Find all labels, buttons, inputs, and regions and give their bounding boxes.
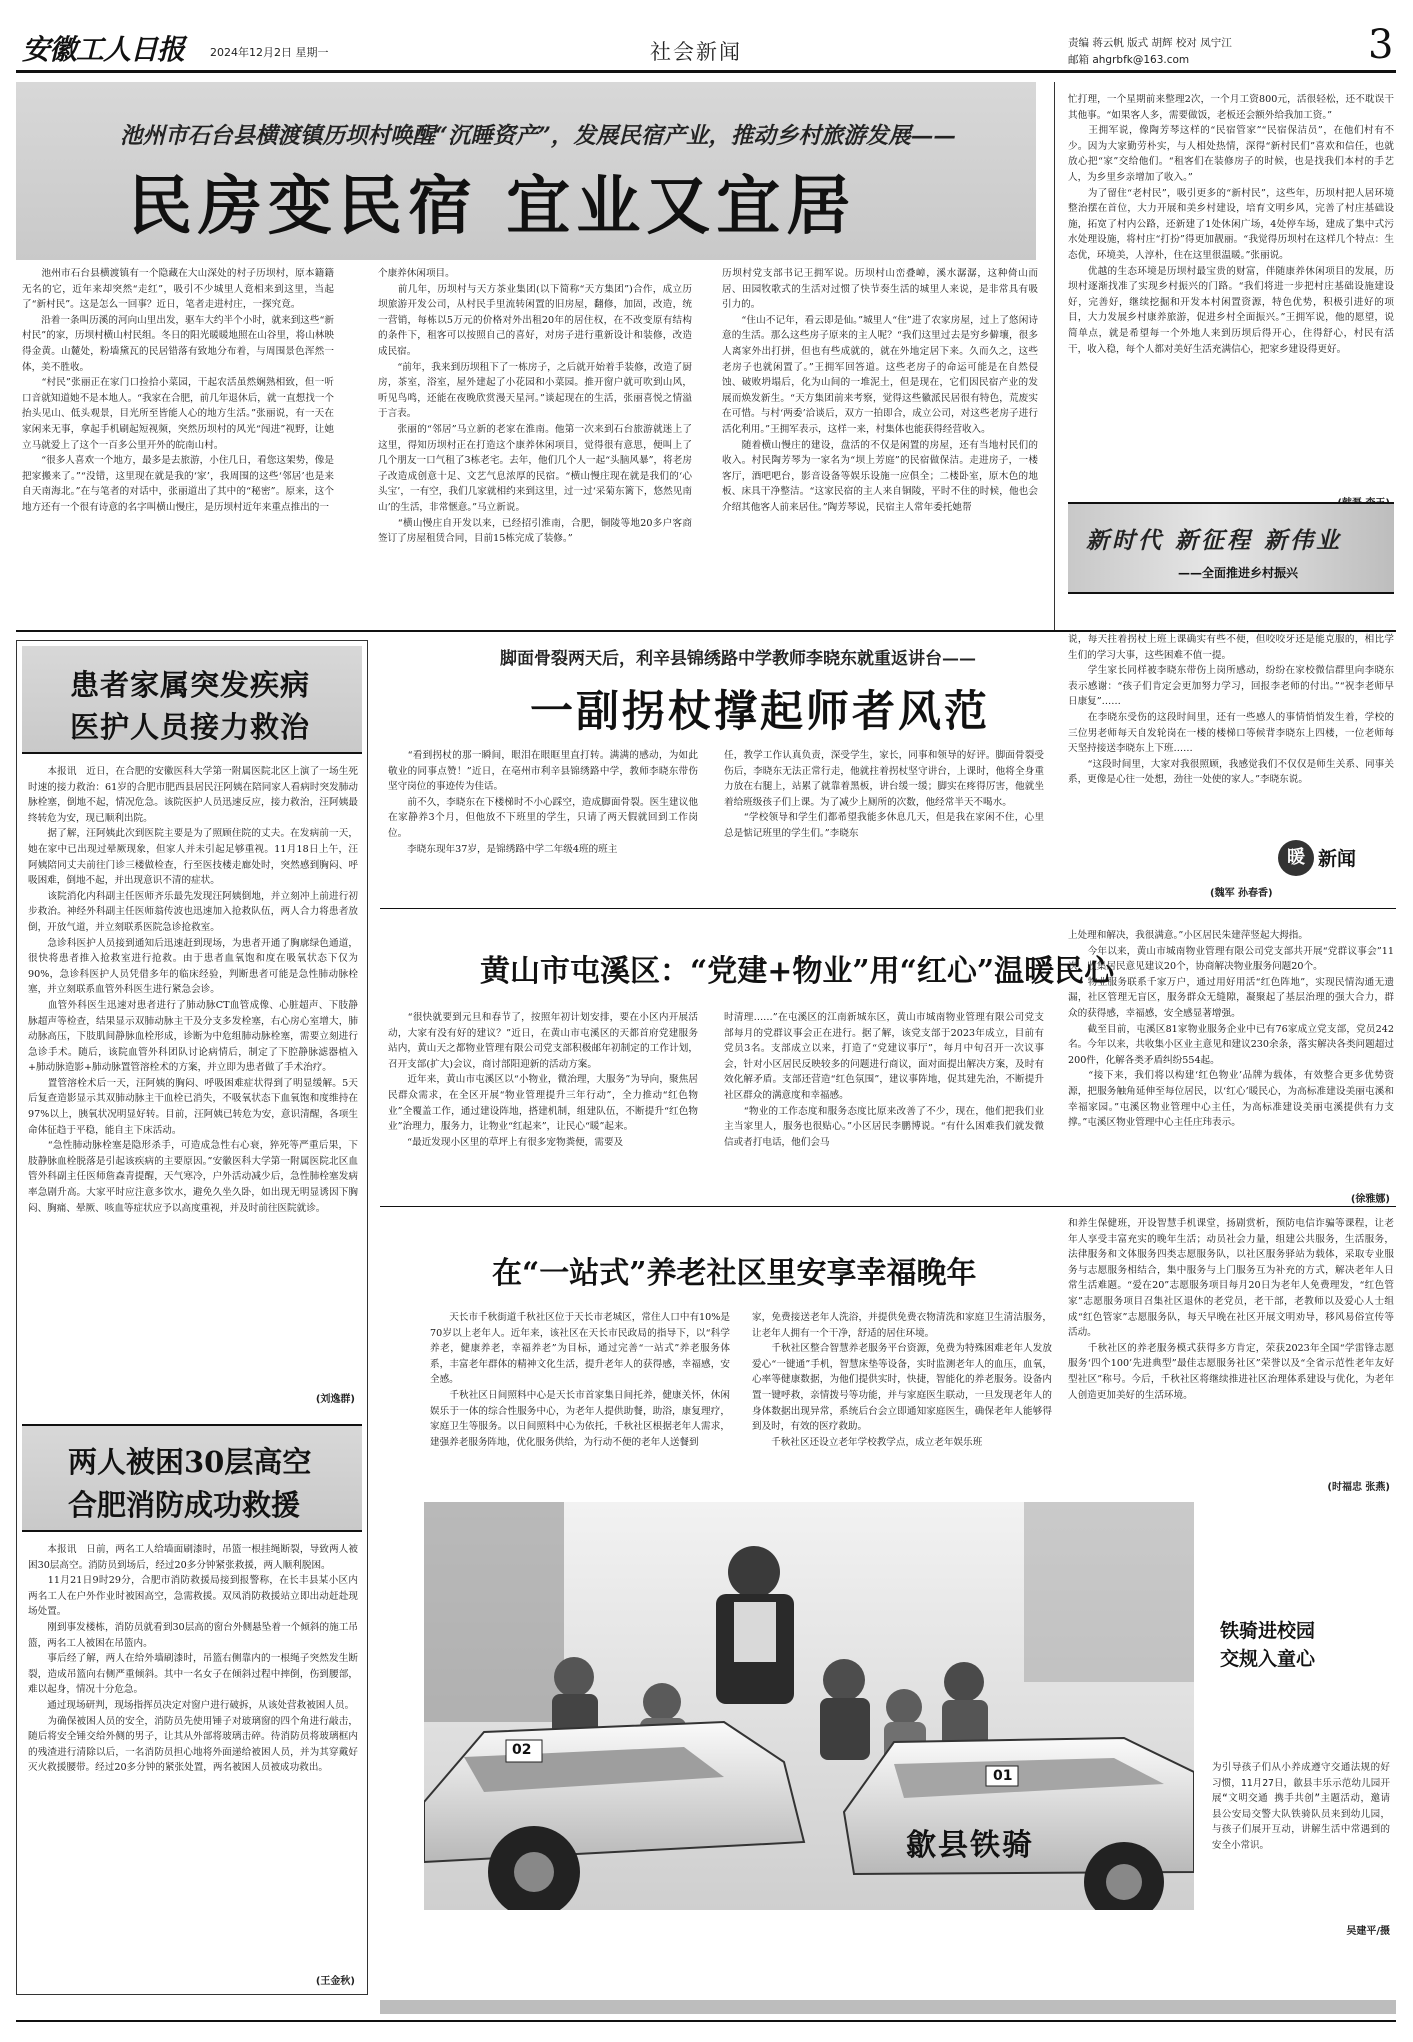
- story2-body: 本报讯 近日，在合肥的安徽医科大学第一附属医院北区上演了一场生死时速的接力救治：61岁的合肥市肥西县居民汪阿姨在陪同家人看病时突发肺动脉栓塞，倒地不起，情况危急。该院医护人员迅速反应，接力救治，汪阿姨最终转危为安，现已顺利出院。 据了解，汪阿姨此次到医院主要是为了照顾住院的丈夫。在发病前一天，她在家中已出现过晕厥现象，但家人并未引起足够重视。11月18日上午，汪阿姨陪同丈夫前往门诊三楼做检查，行至医技楼走廊处时，突然感到胸闷、呼吸困难，倒地不起，并出现意识不清的症状。 该院消化内科副主任医师齐乐最先发现汪阿姨倒地，并立刻冲上前进行初步救治。神经外科副主任医师翁传波也迅速加入抢救队伍，两人合力将患者放倒，开放气道，并立刻联系医院急诊抢救室。 急诊科医护人员接到通知后迅速赶到现场，为患者开通了胸廓绿色通道，很快将患者推入抢救室进行抢救。由于患者血氧饱和度在吸氧状态下仅为90%，急诊科医护人员凭借多年的临床经验，判断患者可能是急性肺动脉栓塞，并立刻联系血管外科医生进行紧急会诊。 血管外科医生迅速对患者进行了肺动脉CT血管成像、心脏超声、下肢静脉超声等检查，结果显示双肺动脉主干及分支多发栓塞，右心房心室增大，肺动脉高压，下肢肌间静脉血栓形成，诊断为中危组肺动脉栓塞，需要立刻进行急诊手术。随后，该院血管外科团队讨论病情后，制定了下腔静脉滤器植入+肺动脉造影+肺动脉置管溶栓术的方案，并立即为患者做了手术治疗。 置管溶栓术后一天，汪阿姨的胸闷、呼吸困难症状得到了明显缓解。5天后复查造影显示其双肺动脉主干血栓已消失，不吸氧状态下血氧饱和度维持在97%以上，胰氧状况明显好转。目前，汪阿姨已转危为安，意识清醒，各项生命体征趋于平稳，能自主下床活动。 “急性肺动脉栓塞是隐形杀手，可造成急性右心衰，猝死等严重后果，下肢静脉血栓脱落是引起该疾病的主要原因。”安徽医科大学第一附属医院北区血管外科副主任医师詹森青提醒，天气寒冷，户外活动减少后，急性肺栓塞发病率急剧升高。大家平时应注意多饮水，避免久坐久卧，如出现无明显诱因下胸闷、胸痛、晕厥、咳血等症状应予以高度重视，并及时前往医院就诊。: [28, 766, 358, 1214]
- story1-kicker: 池州市石台县横渡镇历坝村唤醒“沉睡资产”，发展民宿产业，推动乡村旅游发展——: [120, 123, 956, 149]
- bike-decal-text: 歙县铁骑: [906, 1828, 1034, 1863]
- story6-col1: 天长市千秋街道千秋社区位于天长市老城区，常住人口中有10%是70岁以上老年人。近年来，该社区在天长市民政局的指导下，以“科学养老，健康养老，幸福养老”为目标，通过完善“一站式”养老服务体系，丰富老年群体的精神文化生活，提升老年人的获得感，幸福感，安全感。 千秋社区日间照料中心是天长市首家集日间托养，健康关怀，休闲娱乐于一体的综合性服务中心，为老年人提供助餐，助浴，康复理疗，家庭卫生等服务。以日间照料中心为依托，千秋社区根据老年人需求，建强养老服务阵地，优化服务供给，为行动不便的老年人送餐到: [430, 1312, 730, 1448]
- editor-email: 邮箱 ahgrbfk@163.com: [1068, 54, 1190, 66]
- story3-title-line2: 合肥消防成功救援: [68, 1488, 301, 1522]
- photo-title-line2: 交规入童心: [1220, 1648, 1316, 1670]
- story1-col1: 池州市石台县横渡镇有一个隐藏在大山深处的村子历坝村，原本籍籍无名的它，近年来却突然“走红”，吸引不少城里人竟相来到这里，当起了“新村民”。这是怎么一回事？近日，笔者走进村庄，一探究竟。 沿着一条叫历溪的河向山里出发，驱车大约半个小时，就来到这些“新村民”的家，历坝村横山村民组。冬日的阳光暖暖地照在山谷里，将山林映得金黄。山麓处，粉墙黛瓦的民居错落有致地分布着，与周围景色浑然一体，美不胜收。 “村民”张丽正在家门口捡拾小菜园，干起农活虽然娴熟相致，但一听口音就知道她不是本地人。“我家在合肥，前几年退休后，就一直想找一个抬头见山、低头观景，目光所至皆能人心的地方生活。”张丽说，有一天在家闲来无事，拿起手机刷起短视频，突然历坝村的风光“闯进”视野，让她立马就爱上了这个一百多公里开外的皖南山村。 “很多人喜欢一个地方，最多是去旅游，小住几日，看您这架势，像是把家搬来了。”“没错，这里现在就是我的‘家’，我周围的这些‘邻居’也是来自天南海北。”在与笔者的对话中，张丽道出了其中的“秘密”。原来，这个地方还有一个很有诗意的名字叫横山慢庄，是历坝村近年来重点推出的一: [22, 268, 334, 513]
- story4-bottom-rule: [380, 908, 1396, 909]
- story5-bottom-rule: [380, 1206, 1396, 1207]
- story5-byline: (徐雅娜): [1350, 1194, 1390, 1205]
- story1-col3: 历坝村党支部书记王拥军说。历坝村山峦叠嶂，溪水潺潺，这种倚山而居、田园牧歌式的生活对过惯了快节奏生活的城里人来说，是非常具有吸引力的。 “住山不记年，看云即是仙。”城里人“住”进了农家房屋，过上了悠闲诗意的生活。那么这些房子原来的主人呢？“我们这里过去是穷乡僻壤，很多人离家外出打拼，但也有些成就的，就在外地定居下来。久而久之，这些老房子也就闲置了。”王拥军回答道。这些老房子的命运可能是在自然侵蚀、破败坍塌后，化为山间的一堆泥土，但是现在，它们因民宿产业的发展而焕发新生。“天方集团前来考察，觉得这些徽派民居很有特色，荒废实在可惜。与村‘两委’洽谈后，双方一拍即合，成立公司，对这些老房子进行活化利用。”王拥军表示，这样一来，村集体也能获得经营收入。 随着横山慢庄的建设，盘活的不仅是闲置的房屋，还有当地村民们的收入。村民陶芳琴为一家名为“坝上芳庭”的民宿做保洁。走进房子，一楼客厅，酒吧吧台，影音设备等娱乐设施一应俱全；二楼卧室，原木色的地板、床具干净整洁。“这家民宿的主人来自铜陵，平时不住的时候，他也会介绍其他客人前来居住。”陶芳琴说，民宿主人常年委托她帮: [722, 268, 1038, 513]
- story4-title: 一副拐杖撑起师者风范: [530, 687, 990, 737]
- issue-date: 2024年12月2日 星期一: [210, 46, 329, 59]
- section-name: 社会新闻: [650, 40, 742, 64]
- editors-line: 责编 蒋云帆 版式 胡辉 校对 凤宁江: [1068, 37, 1232, 49]
- photo-title-line1: 铁骑进校园: [1220, 1620, 1316, 1642]
- bike-plate-02: 02: [512, 1742, 532, 1758]
- story3-body: 本报讯 日前，两名工人给墙面刷漆时，吊篮一根挂绳断裂，导致两人被困30层高空。消防员到场后，经过20多分钟紧张救援，两人顺利脱困。 11月21日9时29分，合肥市消防救援局接到报警称，在长丰县某小区内两名工人在户外作业时被困高空，急需救援。双凤消防救援站立即出动赶赴现场处置。 刚到事发楼栋，消防员就看到30层高的窗台外侧悬坠着一个倾斜的施工吊篮，两名工人被困在吊篮内。 事后经了解，两人在给外墙刷漆时，吊篮右侧靠内的一根绳子突然发生断裂，造成吊篮向右侧严重倾斜。其中一名女子在倾斜过程中摔倒，伤到腰部，难以起身，情况十分危急。 通过现场研判，现场指挥员决定对窗户进行破拆，从该处营救被困人员。 为确保被困人员的安全，消防员先使用锤子对玻璃窗的四个角进行敲击，随后将安全锤交给外侧的男子，让其从外部将玻璃击碎。待消防员将玻璃框内的残渣进行清除以后，一名消防员担心地将外面递给被困人员，并为其穿戴好灭火救援腰带。经过20多分钟的紧张处置，两名被困人员被成功救出。: [28, 1544, 358, 1774]
- story4-kicker: 脚面骨裂两天后，利辛县锦绣路中学教师李晓东就重返讲台——: [500, 649, 976, 669]
- bottom-strip: [380, 2000, 1396, 2014]
- story2-title-line1: 患者家属突发疾病: [70, 668, 311, 702]
- masthead: [0, 0, 1413, 72]
- story4-byline: (魏军 孙春香): [1210, 888, 1273, 899]
- rural-revitalization-banner: [1068, 502, 1394, 594]
- news-photo: [424, 1502, 1194, 1910]
- photo-caption: 为引导孩子们从小养成遵守交通法规的好习惯，11月27日，歙县丰乐示范幼儿园开展“文明交通 携手共创”主题活动，邀请县公安局交警大队铁骑队员来到幼儿园，与孩子们展开互动，讲解生活中常遇到的安全小常识。: [1212, 1762, 1390, 1851]
- story5-col1: “很快就要到元旦和春节了，按照年初计划安排，要在小区内开展活动，大家有没有好的建议？”近日，在黄山市屯溪区的天都首府党建服务站内，黄山天之都物业管理有限公司党支部积极邮年初制定的工作计划，召开支部(扩大)会议，商讨部阳迎新的活动方案。 近年来，黄山市屯溪区以“小物业，微治理，大服务”为导向，聚焦居民群众需求，在全区开展“物业管理提升三年行动”，全力推动“红色物业”全覆盖工作，通过建设阵地，搭建机制，组建队伍，不断提升“红色物业”治理力，服务力，让物业“红起来”，让民心“暖”起来。 “最近发现小区里的草坪上有很多宠物粪便，需要及: [388, 1012, 698, 1148]
- photo-credit: 吴建平/摄: [1346, 1926, 1390, 1937]
- banner-motto: 新时代 新征程 新伟业: [1086, 527, 1343, 554]
- col-divider: [1054, 82, 1055, 630]
- badge-word: 新闻: [1318, 848, 1357, 870]
- story6-byline: (时福忠 张燕): [1327, 1482, 1390, 1493]
- bottom-rule: [16, 2020, 1396, 2022]
- story5-col3: 上处理和解决，我很满意。”小区居民朱建萍竖起大拇指。 今年以来，黄山市城南物业管理有限公司党支部共开展“党群议事会”11次，收集居民意见建议20个，协商解决物业服务问题20个。 物业服务联系千家万户，通过用好用活“红色阵地”，实现民情沟通无遗漏，社区管理无盲区，服务群众无缝隙，凝聚起了基层治理的强大合力，群众的获得感，幸福感，安全感显著增强。 截至目前，屯溪区81家物业服务企业中已有76家成立党支部，党员242名。今年以来，共收集小区业主意见和建议230余条，落实解决各类问题超过200件，化解各类矛盾纠纷554起。 “接下来，我们将以构建‘红色物业’品牌为载体，有效整合更多优势资源，把服务触角延伸至每位居民，以‘红心’暖民心，为高标准建设美丽屯溪和幸福家园。”屯溪区物业管理中心主任，为高标准建设美丽屯溪提供有力支撑。”屯溪区物业管理中心主任庄玮表示。: [1068, 930, 1394, 1129]
- warm-news-badge: [1278, 838, 1394, 886]
- story6-title: 在“一站式”养老社区里安享幸福晚年: [492, 1256, 977, 1291]
- story1-col4: 忙打理，一个星期前来整理2次，一个月工资800元，活很轻松，还不耽误干其他事。“如果客人多，需要做饭，老板还会额外给我加工资。” 王拥军说，像陶芳琴这样的“民宿管家”“民宿保洁员”，在他们村有不少。因为大家勤劳朴实，与人相处热情，深得“新村民们”喜欢和信任，也就放心把“家”交给他们。“租客们在装修房子的时候，也是找我们本村的手艺人，为乡里乡亲增加了收入。” 为了留住“老村民”，吸引更多的“新村民”，这些年，历坝村把人居环境整治摆在首位，大力开展和美乡村建设，培育文明乡风，完善了村庄基础设施，拓宽了村内公路，还新建了1处休闲广场，4处停车场，建成了集中式污水处理设施，将村庄“打扮”得更加靓丽。“我觉得历坝村在这样几个特点：生态优，环境美，人淳朴，住在这里很温暖。”张丽说。 优越的生态环境是历坝村最宝贵的财富，伴随康养休闲项目的发展，历坝村逐渐找准了实现乡村振兴的门路。“我们将进一步把村庄基础设施建设好，完善好，继续挖掘和开发本村闲置资源，特色优势，积极引进好的项目，大力发展乡村康养旅游，促进乡村全面振兴。”王拥军说，他的愿望，说简单点，就是希望每一个外地人来到历坝后得开心，住得舒心，村民有活干，收入稳，每个人都对美好生活充满信心，把家乡建设得更好。: [1068, 94, 1394, 355]
- story3-title-line1: 两人被困30层高空: [68, 1445, 312, 1479]
- story1-title: 民房变民宿 宜业又宜居: [128, 169, 857, 244]
- paper-name-logo: 安徽工人日报: [22, 33, 185, 66]
- masthead-rule: [16, 70, 1396, 73]
- bike-plate-01: 01: [993, 1768, 1013, 1784]
- story1-col2: 个康养休闲项目。 前几年，历坝村与天方茶业集团(以下简称“天方集团”)合作，成立历坝旅游开发公司，从村民手里流转闲置的旧房屋，翻修，加固，改造，统一营销，每栋以5万元的价格对外出租20年的居住权，在不改变原有结构的条件下，租客可以按照自己的喜好，对房子进行重新设计和装修，改造成民宿。 “前年，我来到历坝租下了一栋房子，之后就开始着手装修，改造了厨房，茶室，浴室，屋外建起了小花园和小菜园。推开窗户就可吹到山风，听见鸟鸣，还能在夜晚欣赏漫天星河。”谈起现在的生活，张丽喜悦之情溢于言表。 张丽的“邻居”马立新的老家在淮南。他第一次来到石台旅游就迷上了这里，得知历坝村正在打造这个康养休闲项目，觉得很有意思，便叫上了几个朋友一口气租了3栋老宅。去年，他们几个人一起“头脑风暴”，将老房子改造成创意十足、文艺气息浓厚的民宿。“横山慢庄现在就是我们的‘心头宝’，一有空，我们几家就相约来到这里，过一过‘采菊东篱下，悠然见南山’的生活，非常惬意。”马立新说。 “横山慢庄自开发以来，已经招引淮南，合肥，铜陵等地20多户客商签订了房屋租赁合同，目前15栋完成了装修。”: [378, 268, 692, 545]
- story4-col3: 说，每天拄着拐杖上班上课确实有些不便，但咬咬牙还是能克服的，相比学生们的学习大事，这些困难不值一提。 学生家长同样被李晓东带伤上岗所感动，纷纷在家校微信群里向李晓东表示感谢：“孩子们肯定会更加努力学习，回报李老师的付出。”“祝李老师早日康复”…… 在李晓东受伤的这段时间里，还有一些感人的事情悄悄发生着，学校的三位男老师每天自发轮岗在一楼的楼梯口等候背李晓东上四楼，一位老师每天坚持接送李晓东上下班…… “这段时间里，大家对我很照顾，我感觉我们不仅仅是师生关系、同事关系，更像是心往一处想，劲往一处使的家人。”李晓东说。: [1068, 634, 1394, 786]
- photo-motorcycle-scene: [424, 1502, 1194, 1910]
- story5-col2: 时清理……”在屯溪区的江南新城东区，黄山市城南物业管理有限公司党支部每月的党群议事会正在进行。据了解，该党支部于2023年成立，目前有党员3名。支部成立以来，打造了“党建议事厅”，每月中旬召开一次议事会，针对小区居民反映较多的问题进行商议，面对面提出解决方案，及时有效化解矛盾。支部还营造“红色氛围”，建议事阵地，促其建先治，不断提升社区群众的满意度和幸福感。 “物业的工作态度和服务态度比原来改善了不少，现在，他们把我们业主当家里人，服务也很贴心。”小区居民李鹏博说。“有什么困难我们就发微信或者打电话，他们会马: [724, 1012, 1044, 1148]
- story4-col1: “看到拐杖的那一瞬间，眼泪在眼眶里直打转。满满的感动，为如此敬业的同事点赞！”近日，在亳州市利辛县锦绣路中学，教师李晓东带伤坚守岗位的事迹传为佳话。 前不久，李晓东在下楼梯时不小心踩空，造成脚面骨裂。医生建议他在家静养3个月，但他放不下班里的学生，只请了两天假就回到工作岗位。 李晓东现年37岁，是锦绣路中学二年级4班的班主: [388, 750, 698, 855]
- story2-title-line2: 医护人员接力救治: [70, 710, 311, 744]
- story3-byline: (王金秋): [315, 1976, 355, 1987]
- story2-byline: (刘逸群): [315, 1394, 355, 1405]
- badge-circle: 暖: [1278, 840, 1314, 876]
- story6-col2: 家，免费接送老年人洗浴，并提供免费衣物清洗和家庭卫生清洁服务，让老年人拥有一个干净，舒适的居住环境。 千秋社区整合智慧养老服务平台资源，免费为特殊困难老年人发放爱心“一键通”手机，智慧床垫等设备，实时监测老年人的血压，血氧，心率等健康数据，为他们提供实时，快捷，智能化的养老服务。设备内置一键呼救，亲情拨号等功能，并与家庭医生联动，一旦发现老年人的身体数据出现异常，系统后台会立即通知家庭医生，确保老年人能够得到及时，有效的医疗救助。 千秋社区还设立老年学校教学点，成立老年娱乐班: [752, 1312, 1052, 1448]
- story4-col2: 任，教学工作认真负责，深受学生，家长，同事和领导的好评。脚面骨裂受伤后，李晓东无法正常行走，他就拄着拐杖坚守讲台，上课时，他将全身重力放在右腿上，站累了就靠着黑板，讲台缓一缓；脚实在疼得厉害，他就坐着给班级孩子们上课。为了减少上厕所的次数，他经常半天不喝水。 “学校领导和学生们都希望我能多休息几天，但是我在家闲不住，心里总是惦记班里的学生们。”李晓东: [724, 750, 1044, 839]
- banner-subtitle: ——全面推进乡村振兴: [1178, 566, 1299, 580]
- story5-title: 黄山市屯溪区：“党建+物业”用“红心”温暖民心: [480, 954, 1115, 989]
- page-number: 3: [1368, 22, 1394, 68]
- story6-col3: 和养生保健班，开设智慧手机课堂，扬剧赏析，预防电信诈骗等课程，让老年人享受丰富充实的晚年生活；动员社会力量，组建公共服务，生活服务，法律服务和文体服务四类志愿服务队，以社区服务驿站为载体，采取专业服务与志愿服务相结合，集中服务与上门服务互为补充的方式，解决老年人日常生活难题。“爱在20”志愿服务项目每月20日为老年人免费理发，“红色管家”志愿服务项目召集社区退休的老党员，老干部，老教师以及爱心人士组成“红色管家”志愿服务队，每天早晚在社区开展文明劝导，移风易俗宣传等活动。 千秋社区的养老服务模式获得多方肯定，荣获2023年全国“学雷锋志愿服务‘四个100’先进典型”最佳志愿服务社区”荣誉以及“全省示范性老年友好型社区”称号。今后，千秋社区将继续推进社区治理体系建设与优化，为老年人创造更加美好的生活环境。: [1068, 1218, 1394, 1401]
